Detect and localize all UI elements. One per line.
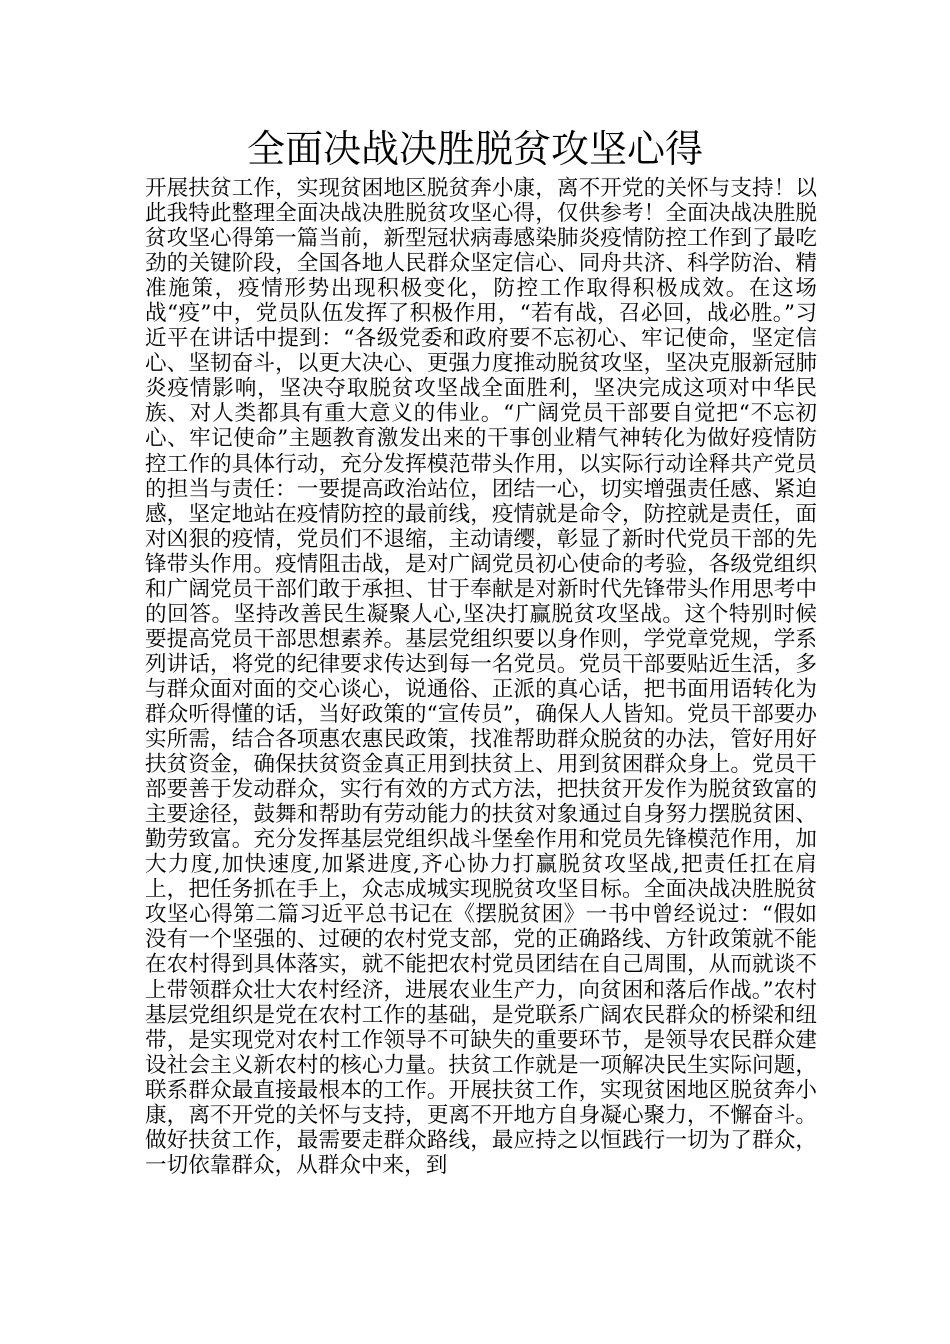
document-body: 开展扶贫工作，实现贫困地区脱贫奔小康，离不开党的关怀与支持！以此我特此整理全面决战决胜脱贫攻坚心得，仅供参考！全面决战决胜脱贫攻坚心得第一篇当前，新型冠状病毒感染肺炎疫情防控工作到了最吃劲的关键阶段，全国各地人民群众坚定信心、同舟共济、科学防治、精准施策，疫情形势出现积极变化，防控工作取得积极成效。在这场战“疫”中，党员队伍发挥了积极作用，“若有战，召必回，战必胜。”习近平在讲话中提到：“各级党委和政府要不忘初心、牢记使命，坚定信心、坚韧奋斗，以更大决心、更强力度推动脱贫攻坚，坚决克服新冠肺炎疫情影响，坚决夺取脱贫攻坚战全面胜利，坚决完成这项对中华民族、对人类都具有重大意义的伟业。“广阔党员干部要自觉把“不忘初心、牢记使命”主题教育激发出来的干事创业精气神转化为做好疫情防控工作的具体行动，充分发挥模范带头作用，以实际行动诠释共产党员的担当与责任：一要提高政治站位，团结一心，切实增强责任感、紧迫感，坚定地站在疫情防控的最前线，疫情就是命令，防控就是责任，面对凶狠的疫情，党员们不退缩，主动请缨，彰显了新时代党员干部的先锋带头作用。疫情阻击战，是对广阔党员初心使命的考验，各级党组织和广阔党员干部们敢于承担、甘于奉献是对新时代先锋带头作用思考中的回答。坚持改善民生凝聚人心,坚决打赢脱贫攻坚战。这个特别时候要提高党员干部思想素养。基层党组织要以身作则，学党章党规，学系列讲话，将党的纪律要求传达到每一名党员。党员干部要贴近生活，多与群众面对面的交心谈心，说通俗、正派的真心话，把书面用语转化为群众听得懂的话，当好政策的“宣传员”，确保人人皆知。党员干部要办实所需，结合各项惠农惠民政策，找准帮助群众脱贫的办法，管好用好扶贫资金，确保扶贫资金真正用到扶贫上、用到贫困群众身上。党员干部要善于发动群众，实行有效的方式方法，把扶贫开发作为脱贫致富的主要途径，鼓舞和帮助有劳动能力的扶贫对象通过自身努力摆脱贫困、勤劳致富。充分发挥基层党组织战斗堡垒作用和党员先锋模范作用，加大力度,加快速度,加紧进度,齐心协力打赢脱贫攻坚战,把责任扛在肩上，把任务抓在手上，众志成城实现脱贫攻坚目标。全面决战决胜脱贫攻坚心得第二篇习近平总书记在《摆脱贫困》一书中曾经说过：“假如没有一个坚强的、过硬的农村党支部，党的正确路线、方针政策就不能在农村得到具体落实，就不能把农村党员团结在自己周围，从而就谈不上带领群众壮大农村经济，进展农业生产力，向贫困和落后作战。”农村基层党组织是党在农村工作的基础，是党联系广阔农民群众的桥梁和纽带，是实现党对农村工作领导不可缺失的重要环节，是领导农民群众建设社会主义新农村的核心力量。扶贫工作就是一项解决民生实际问题，联系群众最直接最根本的工作。开展扶贫工作，实现贫困地区脱贫奔小康，离不开党的关怀与支持，更离不开地方自身凝心聚力，不懈奋斗。做好扶贫工作，最需要走群众路线，最应持之以恒践行一切为了群众，一切依靠群众，从群众中来，到 — [145, 176, 817, 1178]
document-title: 全面决战决胜脱贫攻坚心得 — [246, 127, 703, 171]
